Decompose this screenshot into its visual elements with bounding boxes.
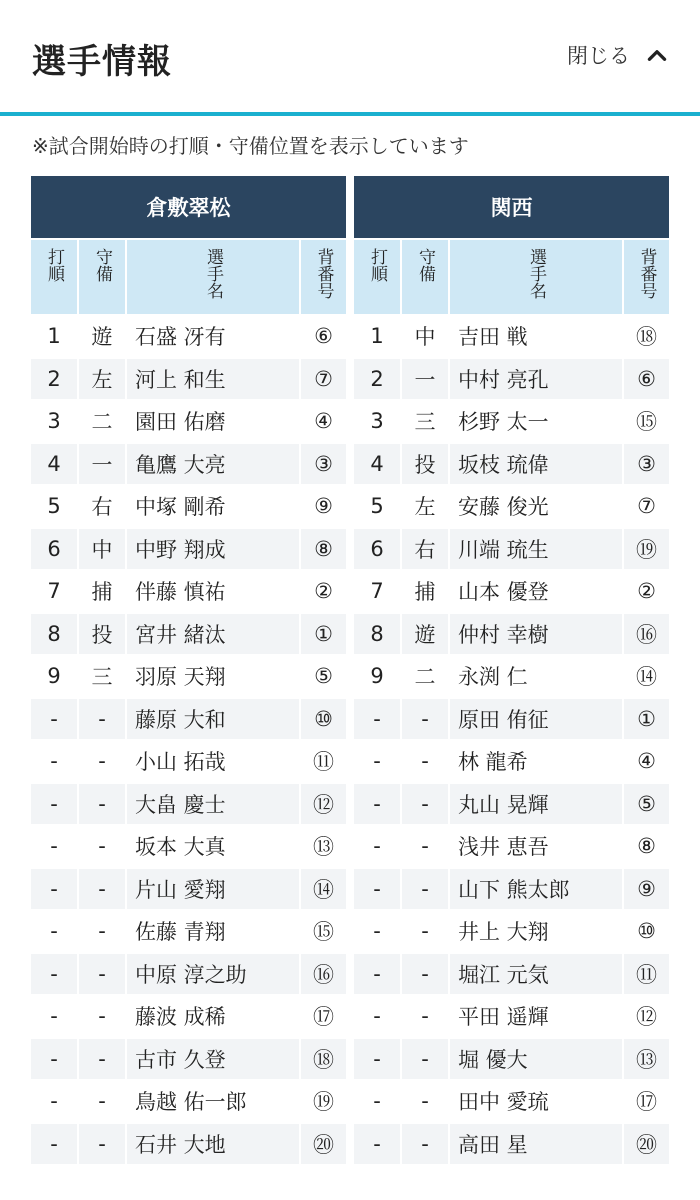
- uniform-number-cell: ⑨: [301, 486, 346, 527]
- uniform-number-cell: ⑧: [624, 826, 669, 867]
- uniform-number-cell: ⑭: [301, 869, 346, 910]
- table-row: [354, 826, 669, 867]
- uniform-number-cell: ①: [301, 614, 346, 655]
- batting-order-cell: -: [31, 699, 77, 740]
- player-name-cell: 伴藤 慎祐: [127, 571, 299, 612]
- position-cell: 投: [79, 614, 125, 655]
- batting-order-cell: -: [354, 1039, 400, 1080]
- batting-order-cell: -: [354, 911, 400, 952]
- chevron-up-icon: [644, 42, 670, 68]
- player-name-cell: 中原 淳之助: [127, 954, 299, 995]
- batting-order-cell: -: [31, 911, 77, 952]
- batting-order-cell: -: [354, 826, 400, 867]
- table-row: [31, 954, 346, 995]
- batting-order-cell: -: [354, 1081, 400, 1122]
- position-cell: -: [402, 1124, 448, 1165]
- uniform-number-cell: ⑯: [301, 954, 346, 995]
- batting-order-cell: 5: [31, 486, 77, 527]
- uniform-number-cell: ⑰: [301, 996, 346, 1037]
- position-cell: -: [79, 784, 125, 825]
- uniform-number-cell: ⑦: [624, 486, 669, 527]
- player-name-cell: 藤波 成稀: [127, 996, 299, 1037]
- table-row: [354, 656, 669, 697]
- uniform-number-cell: ②: [624, 571, 669, 612]
- batting-order-cell: 6: [354, 529, 400, 570]
- table-row: [354, 444, 669, 485]
- table-row: [31, 1124, 346, 1165]
- column-header-order: 打順: [31, 240, 77, 314]
- table-row: [31, 826, 346, 867]
- player-rows: [354, 316, 669, 1164]
- player-name-cell: 藤原 大和: [127, 699, 299, 740]
- uniform-number-cell: ⑪: [301, 741, 346, 782]
- batting-order-cell: -: [354, 784, 400, 825]
- player-name-cell: 堀 優大: [450, 1039, 622, 1080]
- player-name-cell: 山本 優登: [450, 571, 622, 612]
- uniform-number-cell: ⑱: [301, 1039, 346, 1080]
- player-name-cell: 原田 侑征: [450, 699, 622, 740]
- uniform-number-cell: ⑤: [624, 784, 669, 825]
- batting-order-cell: 7: [354, 571, 400, 612]
- batting-order-cell: 8: [354, 614, 400, 655]
- column-header-position: 守備: [79, 240, 125, 314]
- player-name-cell: 坂本 大真: [127, 826, 299, 867]
- batting-order-cell: -: [31, 954, 77, 995]
- batting-order-cell: -: [31, 996, 77, 1037]
- table-row: [31, 1081, 346, 1122]
- table-row: [31, 571, 346, 612]
- player-name-cell: 宮井 緒汰: [127, 614, 299, 655]
- close-button[interactable]: [567, 38, 670, 72]
- position-cell: -: [402, 869, 448, 910]
- table-row: [31, 741, 346, 782]
- batting-order-cell: -: [31, 1039, 77, 1080]
- player-name-cell: 浅井 恵吾: [450, 826, 622, 867]
- player-name-cell: 石井 大地: [127, 1124, 299, 1165]
- batting-order-cell: 9: [31, 656, 77, 697]
- table-row: [354, 529, 669, 570]
- player-name-cell: 堀江 元気: [450, 954, 622, 995]
- batting-order-cell: -: [31, 741, 77, 782]
- uniform-number-cell: ⑫: [301, 784, 346, 825]
- header-divider: [0, 112, 700, 116]
- player-name-cell: 大畠 慶士: [127, 784, 299, 825]
- table-row: [354, 784, 669, 825]
- position-cell: 捕: [79, 571, 125, 612]
- position-cell: 二: [402, 656, 448, 697]
- batting-order-cell: 5: [354, 486, 400, 527]
- team-name-header: 関西: [354, 176, 669, 238]
- player-name-cell: 山下 熊太郎: [450, 869, 622, 910]
- uniform-number-cell: ⑰: [624, 1081, 669, 1122]
- position-cell: 左: [79, 359, 125, 400]
- player-name-cell: 杉野 太一: [450, 401, 622, 442]
- table-row: [354, 614, 669, 655]
- uniform-number-cell: ⑦: [301, 359, 346, 400]
- column-header-name: 選手名: [450, 240, 622, 314]
- player-name-cell: 中村 亮孔: [450, 359, 622, 400]
- team-table-home: [31, 176, 346, 1166]
- table-row: [354, 954, 669, 995]
- position-cell: -: [79, 996, 125, 1037]
- uniform-number-cell: ⑳: [301, 1124, 346, 1165]
- position-cell: -: [402, 954, 448, 995]
- team-table-away: [354, 176, 669, 1166]
- table-row: [31, 316, 346, 357]
- position-cell: -: [79, 1124, 125, 1165]
- player-name-cell: 仲村 幸樹: [450, 614, 622, 655]
- position-cell: -: [402, 1039, 448, 1080]
- uniform-number-cell: ⑤: [301, 656, 346, 697]
- table-row: [354, 1039, 669, 1080]
- uniform-number-cell: ③: [624, 444, 669, 485]
- player-name-cell: 吉田 戦: [450, 316, 622, 357]
- position-cell: -: [402, 699, 448, 740]
- page-header: [0, 0, 700, 112]
- uniform-number-cell: ⑪: [624, 954, 669, 995]
- batting-order-cell: 3: [31, 401, 77, 442]
- table-row: [354, 316, 669, 357]
- batting-order-cell: -: [354, 954, 400, 995]
- batting-order-cell: -: [354, 996, 400, 1037]
- uniform-number-cell: ⑬: [624, 1039, 669, 1080]
- table-row: [31, 1039, 346, 1080]
- player-name-cell: 河上 和生: [127, 359, 299, 400]
- table-row: [354, 996, 669, 1037]
- player-name-cell: 平田 遥輝: [450, 996, 622, 1037]
- table-row: [31, 996, 346, 1037]
- player-rows: [31, 316, 346, 1164]
- position-cell: -: [79, 869, 125, 910]
- player-name-cell: 丸山 晃輝: [450, 784, 622, 825]
- batting-order-cell: 1: [354, 316, 400, 357]
- lineup-note: ※試合開始時の打順・守備位置を表示しています: [32, 134, 469, 158]
- position-cell: 三: [79, 656, 125, 697]
- page-title: 選手情報: [32, 42, 172, 82]
- uniform-number-cell: ⑳: [624, 1124, 669, 1165]
- table-row: [354, 699, 669, 740]
- table-row: [31, 784, 346, 825]
- uniform-number-cell: ⑨: [624, 869, 669, 910]
- table-row: [31, 401, 346, 442]
- uniform-number-cell: ⑥: [301, 316, 346, 357]
- uniform-number-cell: ⑥: [624, 359, 669, 400]
- table-row: [354, 571, 669, 612]
- table-row: [354, 486, 669, 527]
- close-label: 閉じる: [567, 44, 630, 68]
- table-row: [354, 911, 669, 952]
- uniform-number-cell: ⑧: [301, 529, 346, 570]
- batting-order-cell: 9: [354, 656, 400, 697]
- player-name-cell: 川端 琉生: [450, 529, 622, 570]
- position-cell: -: [79, 699, 125, 740]
- table-row: [354, 869, 669, 910]
- uniform-number-cell: ②: [301, 571, 346, 612]
- column-header-position: 守備: [402, 240, 448, 314]
- position-cell: -: [402, 826, 448, 867]
- uniform-number-cell: ⑩: [301, 699, 346, 740]
- position-cell: -: [79, 911, 125, 952]
- column-header-row: [354, 240, 669, 314]
- position-cell: -: [402, 784, 448, 825]
- batting-order-cell: -: [31, 869, 77, 910]
- position-cell: 投: [402, 444, 448, 485]
- uniform-number-cell: ⑱: [624, 316, 669, 357]
- position-cell: -: [79, 741, 125, 782]
- player-name-cell: 中野 翔成: [127, 529, 299, 570]
- batting-order-cell: -: [354, 699, 400, 740]
- position-cell: 中: [402, 316, 448, 357]
- table-row: [354, 741, 669, 782]
- player-name-cell: 石盛 冴有: [127, 316, 299, 357]
- table-row: [31, 359, 346, 400]
- batting-order-cell: 2: [31, 359, 77, 400]
- player-name-cell: 亀鷹 大亮: [127, 444, 299, 485]
- uniform-number-cell: ④: [624, 741, 669, 782]
- batting-order-cell: 4: [354, 444, 400, 485]
- position-cell: -: [79, 1039, 125, 1080]
- player-name-cell: 高田 星: [450, 1124, 622, 1165]
- batting-order-cell: -: [31, 826, 77, 867]
- player-name-cell: 安藤 俊光: [450, 486, 622, 527]
- uniform-number-cell: ⑮: [624, 401, 669, 442]
- uniform-number-cell: ⑲: [624, 529, 669, 570]
- table-row: [31, 699, 346, 740]
- batting-order-cell: 2: [354, 359, 400, 400]
- uniform-number-cell: ⑫: [624, 996, 669, 1037]
- player-name-cell: 園田 佑磨: [127, 401, 299, 442]
- batting-order-cell: -: [354, 869, 400, 910]
- position-cell: 三: [402, 401, 448, 442]
- batting-order-cell: -: [31, 1081, 77, 1122]
- player-name-cell: 古市 久登: [127, 1039, 299, 1080]
- position-cell: 二: [79, 401, 125, 442]
- uniform-number-cell: ⑯: [624, 614, 669, 655]
- batting-order-cell: -: [354, 741, 400, 782]
- table-row: [354, 401, 669, 442]
- position-cell: 右: [402, 529, 448, 570]
- position-cell: 左: [402, 486, 448, 527]
- player-name-cell: 佐藤 青翔: [127, 911, 299, 952]
- position-cell: 一: [402, 359, 448, 400]
- position-cell: -: [402, 996, 448, 1037]
- table-row: [31, 529, 346, 570]
- position-cell: -: [402, 741, 448, 782]
- batting-order-cell: -: [31, 784, 77, 825]
- uniform-number-cell: ①: [624, 699, 669, 740]
- batting-order-cell: 6: [31, 529, 77, 570]
- player-name-cell: 中塚 剛希: [127, 486, 299, 527]
- player-name-cell: 小山 拓哉: [127, 741, 299, 782]
- table-row: [31, 911, 346, 952]
- position-cell: -: [402, 911, 448, 952]
- uniform-number-cell: ④: [301, 401, 346, 442]
- column-header-number: 背番号: [301, 240, 346, 314]
- position-cell: -: [79, 1081, 125, 1122]
- position-cell: 遊: [402, 614, 448, 655]
- position-cell: -: [79, 954, 125, 995]
- batting-order-cell: -: [31, 1124, 77, 1165]
- batting-order-cell: 8: [31, 614, 77, 655]
- column-header-name: 選手名: [127, 240, 299, 314]
- uniform-number-cell: ⑮: [301, 911, 346, 952]
- player-name-cell: 井上 大翔: [450, 911, 622, 952]
- batting-order-cell: 1: [31, 316, 77, 357]
- batting-order-cell: 7: [31, 571, 77, 612]
- player-name-cell: 坂枝 琉偉: [450, 444, 622, 485]
- position-cell: 一: [79, 444, 125, 485]
- table-row: [31, 486, 346, 527]
- player-name-cell: 鳥越 佑一郎: [127, 1081, 299, 1122]
- position-cell: 右: [79, 486, 125, 527]
- position-cell: -: [79, 826, 125, 867]
- player-name-cell: 羽原 天翔: [127, 656, 299, 697]
- uniform-number-cell: ⑲: [301, 1081, 346, 1122]
- uniform-number-cell: ⑬: [301, 826, 346, 867]
- table-row: [354, 359, 669, 400]
- position-cell: 遊: [79, 316, 125, 357]
- position-cell: -: [402, 1081, 448, 1122]
- uniform-number-cell: ③: [301, 444, 346, 485]
- uniform-number-cell: ⑭: [624, 656, 669, 697]
- batting-order-cell: -: [354, 1124, 400, 1165]
- table-row: [354, 1081, 669, 1122]
- player-name-cell: 林 龍希: [450, 741, 622, 782]
- column-header-order: 打順: [354, 240, 400, 314]
- batting-order-cell: 4: [31, 444, 77, 485]
- table-row: [354, 1124, 669, 1165]
- player-name-cell: 田中 愛琉: [450, 1081, 622, 1122]
- team-name-header: 倉敷翠松: [31, 176, 346, 238]
- uniform-number-cell: ⑩: [624, 911, 669, 952]
- column-header-row: [31, 240, 346, 314]
- player-name-cell: 永渕 仁: [450, 656, 622, 697]
- position-cell: 中: [79, 529, 125, 570]
- column-header-number: 背番号: [624, 240, 669, 314]
- player-name-cell: 片山 愛翔: [127, 869, 299, 910]
- table-row: [31, 614, 346, 655]
- table-row: [31, 656, 346, 697]
- table-row: [31, 444, 346, 485]
- table-row: [31, 869, 346, 910]
- batting-order-cell: 3: [354, 401, 400, 442]
- position-cell: 捕: [402, 571, 448, 612]
